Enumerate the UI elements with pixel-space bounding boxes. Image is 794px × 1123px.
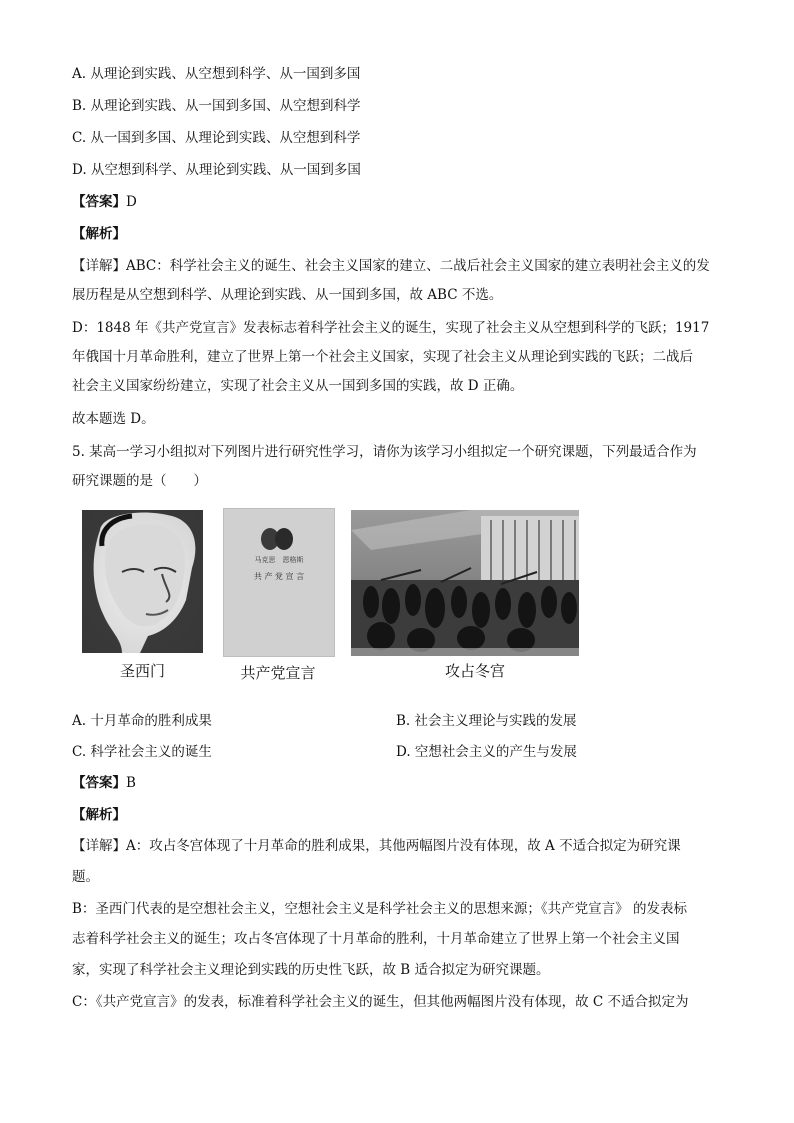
book-authors: 马克思 恩格斯 (254, 556, 304, 564)
answer-tag: 【答案】 (72, 194, 126, 210)
answer-value: D (126, 194, 137, 210)
answer-value: B (126, 775, 136, 791)
winter-palace-engraving (351, 510, 579, 656)
q4-conclusion: 故本题选 D。 (72, 411, 155, 427)
answer-tag: 【答案】 (72, 775, 126, 791)
q5-detail-line: 家，实现了科学社会主义理论到实践的历史性飞跃，故 B 适合拟定为研究课题。 (72, 962, 550, 978)
q4-answer (72, 192, 722, 212)
option-b: B. 从理论到实践、从一国到多国、从空想到科学 (72, 98, 361, 114)
q5-analysis-tag: 【解析】 (72, 807, 126, 823)
detail-tag: 【详解】 (72, 838, 126, 854)
q5-answer (72, 773, 722, 793)
q5-option-c: C. 科学社会主义的诞生 (72, 744, 212, 760)
q5-option-a: A. 十月革命的胜利成果 (72, 713, 212, 729)
q5-detail-line: B：圣西门代表的是空想社会主义，空想社会主义是科学社会主义的思想来源；《共产党宣言》 的发表标 (72, 901, 687, 917)
q4-detail-line: 展历程是从空想到科学、从理论到实践、从一国到多国，故 ABC 不选。 (72, 287, 503, 303)
caption-manifesto: 共产党宣言 (240, 664, 316, 682)
q5-stem: 研究课题的是（ ） (72, 473, 207, 489)
q5-detail-line: 志着科学社会主义的诞生；攻占冬宫体现了十月革命的胜利，十月革命建立了世界上第一个社会主义国 (72, 931, 680, 947)
q4-detail-line: 【详解】ABC：科学社会主义的诞生、社会主义国家的建立、二战后社会主义国家的建立表明社会主义的发 (72, 258, 710, 274)
caption-saint-simon: 圣西门 (119, 662, 165, 680)
q5-detail-line: 题。 (72, 869, 99, 885)
book-title: 共 产 党 宣 言 (253, 572, 305, 581)
communist-manifesto-cover (223, 508, 335, 657)
q5-detail-line: C：《共产党宣言》的发表，标准着科学社会主义的诞生，但其他两幅图片没有体现，故 C 不适合拟定为 (72, 994, 689, 1010)
q4-detail-line: D：1848 年《共产党宣言》发表标志着科学社会主义的诞生，实现了社会主义从空想到科学的飞跃；1917 (72, 320, 710, 336)
q4-detail-line: 社会主义国家纷纷建立，实现了社会主义从一国到多国的实践，故 D 正确。 (72, 378, 524, 394)
detail-tag: 【详解】 (72, 258, 126, 274)
q5-option-b: B. 社会主义理论与实践的发展 (396, 713, 577, 729)
option-d: D. 从空想到科学、从理论到实践、从一国到多国 (72, 162, 361, 178)
q4-detail-line: 年俄国十月革命胜利，建立了世界上第一个社会主义国家，实现了社会主义从理论到实践的飞跃；二战后 (72, 349, 693, 365)
q4-analysis-tag: 【解析】 (72, 226, 126, 242)
q5-detail-line: 【详解】A：攻占冬宫体现了十月革命的胜利成果，其他两幅图片没有体现，故 A 不适合拟定为研究课 (72, 838, 681, 854)
option-c: C. 从一国到多国、从理论到实践、从空想到科学 (72, 130, 361, 146)
q5-stem: 5. 某高一学习小组拟对下列图片进行研究性学习，请你为该学习小组拟定一个研究课题，下列最适合作为 (72, 444, 697, 460)
saint-simon-portrait (82, 510, 203, 653)
q5-option-d: D. 空想社会主义的产生与发展 (396, 744, 577, 760)
option-a: A. 从理论到实践、从空想到科学、从一国到多国 (72, 66, 361, 82)
caption-winter-palace: 攻占冬宫 (444, 662, 505, 680)
